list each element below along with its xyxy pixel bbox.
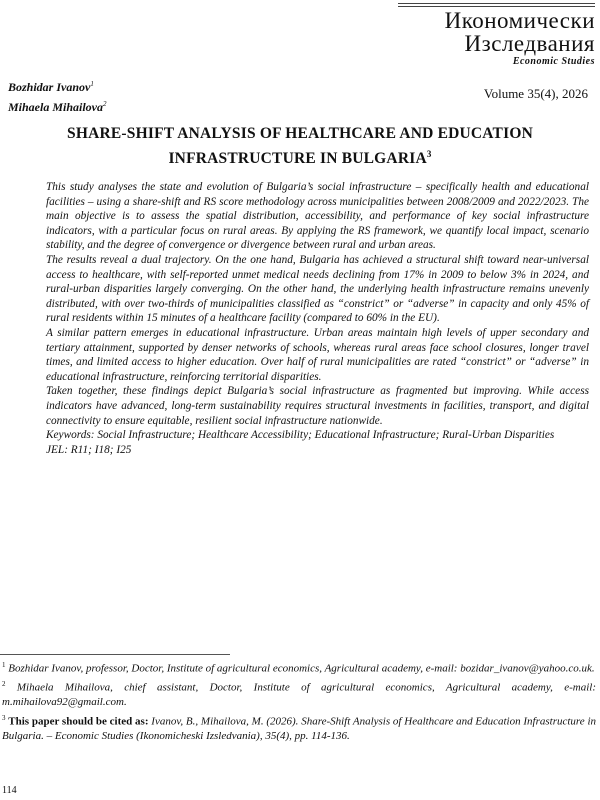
footnote-mark: 3 [2, 713, 6, 722]
masthead-rule [398, 3, 595, 7]
author-name: Mihaela Mihailova [8, 100, 104, 114]
author-2 [8, 96, 107, 116]
title-line-1: SHARE-SHIFT ANALYSIS OF HEALTHCARE AND EDUCATION [67, 125, 533, 142]
title-footnote-mark: 3 [426, 149, 432, 159]
footnote-mark: 1 [2, 661, 6, 669]
author-name: Bozhidar Ivanov [8, 80, 91, 94]
footnote-1 [2, 658, 596, 676]
keywords: Keywords: Social Infrastructure; Healthcare Accessibility; Educational Infrastructure; Rural-Urban Disparities [46, 429, 555, 442]
jel-codes: JEL: R11; I18; I25 [46, 443, 132, 456]
abstract-paragraph: This study analyses the state and evolution of Bulgaria’s social infrastructure – specifically health and educational facilities – using a share-shift and RS score methodology across municipalities between 2008/2009 and 2022/2023. The main objective is to assess the spatial distribution, accessibility, and performance of key social infrastructure indicators, with a particular focus on rural areas. By applying the RS framework, we quantify local impact, scenario stability, and the degree of convergence or divergence between rural and urban areas. [46, 181, 589, 252]
abstract [46, 180, 589, 457]
paper-title [8, 124, 592, 169]
abstract-paragraph: The results reveal a dual trajectory. On the one hand, Bulgaria has achieved a structural shift toward near-universal access to healthcare, with self-reported unmet medical needs declining from 17% in 2009 to below 3% in 2024, and rural-urban disparities largely converging. On the other hand, the underlying health infrastructure remains unevenly distributed, with over two-thirds of municipalities classified as “constrict” or “adverse” in capacity and only 45% of rural residents within 15 minutes of a healthcare facility (compared to 60% in the EU). [46, 253, 589, 325]
volume-info: Volume 35(4), 2026 [483, 86, 588, 101]
page-number: 114 [2, 785, 17, 796]
footnote-3 [2, 711, 596, 744]
journal-masthead [390, 3, 595, 67]
abstract-paragraph: Taken together, these findings depict Bulgaria’s social infrastructure as fragmented but improving. While access indicators have advanced, long-term sustainability requires structural investments in facilities, transport, and digital connectivity to ensure equitable, resilient social infrastructure nationwide. [46, 385, 589, 427]
footnote-text: Ivanov, B., Mihailova, M. (2026). Share-Shift Analysis of Healthcare and Education Infrastructure in Bulgaria. – Economic Studies (Ikonomicheski Izsledvania), 35(4), pp. 114-136. [2, 715, 597, 742]
footnote-text: Mihaela Mihailova, chief assistant, Doctor, Institute of agricultural economics, Agricultural academy, e-mail: m.mihailova92@gmail.com. [2, 681, 597, 709]
footnote-mark: 2 [103, 100, 107, 108]
footnote-mark: 1 [90, 80, 94, 88]
journal-name-line2: Изследвания [464, 31, 595, 56]
footnote-mark: 2 [2, 680, 6, 689]
title-text: INFRASTRUCTURE IN BULGARIA [168, 150, 427, 168]
footnotes [2, 658, 596, 744]
footnote-2 [2, 677, 596, 710]
journal-name-line1: Икономически [444, 8, 595, 33]
footnote-text: Bozhidar Ivanov, professor, Doctor, Institute of agricultural economics, Agricultural academy, e-mail: bozidar_ivanov@yahoo.co.uk. [8, 662, 595, 675]
footnote-divider [0, 654, 230, 655]
journal-subtitle: Economic Studies [512, 56, 595, 67]
abstract-paragraph: A similar pattern emerges in educational infrastructure. Urban areas maintain high levels of upper secondary and tertiary attainment, supported by denser networks of schools, whereas rural areas face school closures, longer travel times, and limited access to higher education. Over half of rural municipalities are rated “constrict” or “adverse” in educational infrastructure, reinforcing territorial disparities. [46, 326, 589, 383]
citation-lead: This paper should be cited as: [8, 715, 149, 728]
author-1 [8, 76, 107, 96]
title-line-2 [8, 144, 592, 169]
author-list [8, 76, 107, 116]
